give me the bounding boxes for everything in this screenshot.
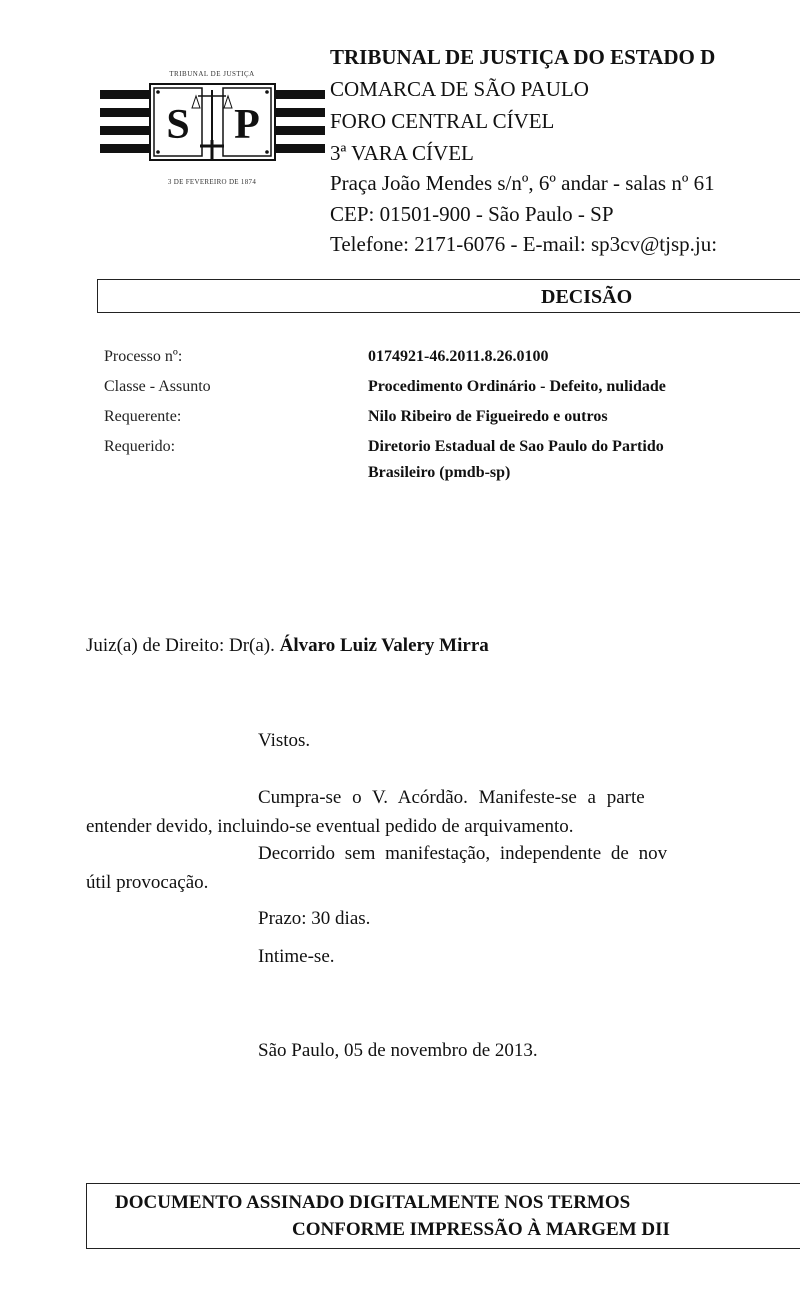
label-requerido: Requerido: [104,438,176,455]
svg-text:P: P [234,102,260,148]
paragraph-1-line-1: Cumpra-se o V. Acórdão. Manifeste-se a parte [258,787,645,808]
label-requerente: Requerente: [104,408,182,425]
value-requerido-cont: Brasileiro (pmdb-sp) [368,464,511,481]
header-contact: Telefone: 2171-6076 - E-mail: sp3cv@tjsp.ju: [330,232,718,256]
svg-text:TRIBUNAL DE JUSTIÇA: TRIBUNAL DE JUSTIÇA [169,70,255,78]
decision-title-box [97,279,800,313]
decision-title: DECISÃO [541,286,633,308]
intime-text: Intime-se. [258,946,335,967]
date-line: São Paulo, 05 de novembro de 2013. [258,1040,538,1061]
judge-prefix: Juiz(a) de Direito: Dr(a). [86,635,280,656]
digital-signature-line-1: DOCUMENTO ASSINADO DIGITALMENTE NOS TERMOS [115,1192,631,1213]
svg-text:S: S [166,102,190,148]
paragraph-1-line-2: entender devido, incluindo-se eventual pedido de arquivamento. [86,816,574,837]
label-processo: Processo nº: [104,348,183,365]
header-court-name: TRIBUNAL DE JUSTIÇA DO ESTADO D [330,45,716,69]
value-processo: 0174921-46.2011.8.26.0100 [368,348,549,365]
value-requerente: Nilo Ribeiro de Figueiredo e outros [368,408,608,425]
prazo-text: Prazo: 30 dias. [258,908,371,929]
paragraph-2-line-2: útil provocação. [86,872,209,893]
value-classe-assunto: Procedimento Ordinário - Defeito, nulidade [368,378,666,395]
svg-text:3 DE FEVEREIRO DE 1874: 3 DE FEVEREIRO DE 1874 [167,178,257,186]
label-classe-assunto: Classe - Assunto [104,378,211,395]
header-cep: CEP: 01501-900 - São Paulo - SP [330,202,614,226]
digital-signature-line-2: CONFORME IMPRESSÃO À MARGEM DII [292,1219,670,1240]
header-address: Praça João Mendes s/nº, 6º andar - salas nº 61 [330,171,715,195]
court-seal-logo [100,62,325,192]
value-requerido: Diretorio Estadual de Sao Paulo do Partido [368,438,664,455]
judge-name: Álvaro Luiz Valery Mirra [279,635,489,656]
paragraph-2-line-1: Decorrido sem manifestação, independente de nov [258,843,668,864]
vistos-text: Vistos. [258,730,311,751]
header-comarca: COMARCA DE SÃO PAULO [330,77,589,101]
court-seal-emblem [100,62,325,192]
header-vara: 3ª VARA CÍVEL [330,141,474,165]
judge-line [86,635,489,657]
header-foro: FORO CENTRAL CÍVEL [330,109,555,133]
